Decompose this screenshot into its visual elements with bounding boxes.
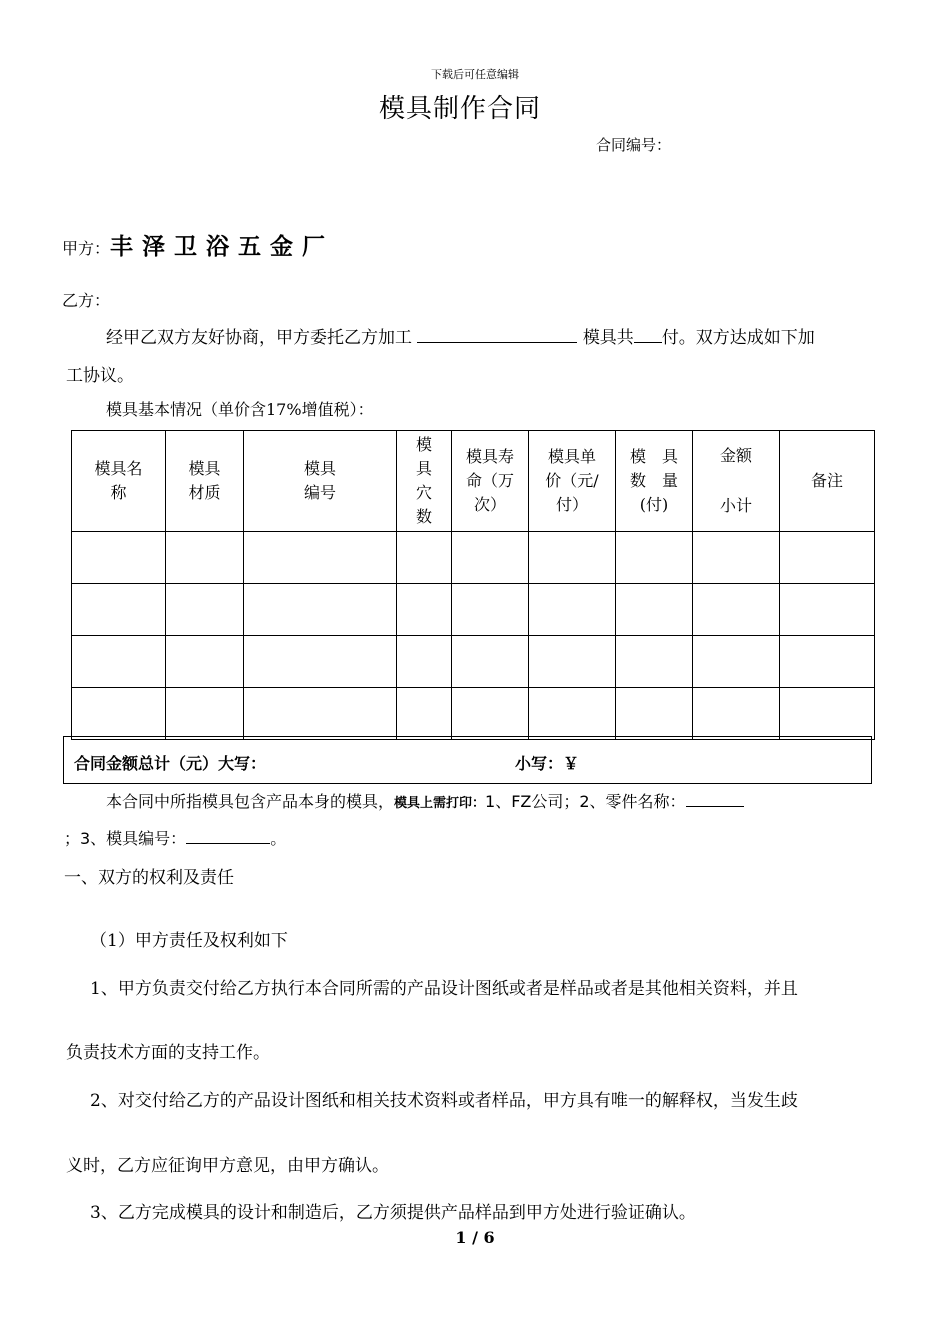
- table-header-row: [72, 431, 875, 532]
- subsection-1-heading: （1）甲方责任及权利如下: [90, 931, 288, 951]
- table-cell[interactable]: [452, 584, 529, 636]
- table-cell[interactable]: [780, 584, 875, 636]
- table-cell[interactable]: [244, 584, 397, 636]
- intro-line-2: 工协议。: [66, 366, 134, 386]
- marking-text-2: 1、FZ公司；2、零件名称：: [485, 792, 686, 811]
- table-cell[interactable]: [693, 584, 780, 636]
- contract-total-box: [63, 736, 872, 784]
- marking-line-2: [64, 826, 286, 849]
- table-cell[interactable]: [397, 688, 452, 740]
- table-cell[interactable]: [397, 532, 452, 584]
- table-cell[interactable]: [780, 636, 875, 688]
- table-cell[interactable]: [166, 584, 244, 636]
- mold-item-blank: [417, 326, 577, 343]
- table-cell[interactable]: [452, 636, 529, 688]
- clause-3: 3、乙方完成模具的设计和制造后，乙方须提供产品样品到甲方处进行验证确认。: [90, 1203, 696, 1223]
- clause-2-line-2: 义时，乙方应征询甲方意见，由甲方确认。: [66, 1156, 389, 1176]
- mold-table: [71, 430, 875, 740]
- page-number: 1 / 6: [455, 1228, 495, 1247]
- table-cell[interactable]: [166, 688, 244, 740]
- table-cell[interactable]: [166, 532, 244, 584]
- clause-1-line-1: 1、甲方负责交付给乙方执行本合同所需的产品设计图纸或者是样品或者是其他相关资料，并且: [90, 979, 798, 999]
- section-1-heading: 一、双方的权利及责任: [64, 868, 234, 888]
- col-header-unit-price: 模具单价（元/付）: [529, 431, 616, 532]
- party-a-name: 丰泽卫浴五金厂: [110, 233, 335, 260]
- table-cell[interactable]: [780, 532, 875, 584]
- table-row: [72, 532, 875, 584]
- col-header-subtotal: 金额 小计: [693, 431, 780, 532]
- table-cell[interactable]: [397, 584, 452, 636]
- marking-line-1: [106, 789, 744, 812]
- col-header-mold-name: 模具名称: [72, 431, 166, 532]
- table-cell[interactable]: [616, 584, 693, 636]
- col-header-remarks: 备注: [780, 431, 875, 532]
- table-cell[interactable]: [529, 532, 616, 584]
- table-cell[interactable]: [529, 584, 616, 636]
- table-cell[interactable]: [529, 688, 616, 740]
- table-cell[interactable]: [72, 688, 166, 740]
- table-cell[interactable]: [693, 532, 780, 584]
- total-upper-label: 合同金额总计（元）大写：: [74, 754, 267, 773]
- table-cell[interactable]: [452, 532, 529, 584]
- part-name-blank: [686, 790, 744, 807]
- table-cell[interactable]: [244, 532, 397, 584]
- clause-1-line-2: 负责技术方面的支持工作。: [66, 1043, 270, 1063]
- table-cell[interactable]: [452, 688, 529, 740]
- col-header-material: 模具材质: [166, 431, 244, 532]
- table-row: [72, 636, 875, 688]
- table-cell[interactable]: [244, 636, 397, 688]
- intro-line-1: [106, 323, 815, 348]
- table-cell[interactable]: [616, 532, 693, 584]
- clause-2-line-1: 2、对交付给乙方的产品设计图纸和相关技术资料或者样品，甲方具有唯一的解释权，当发生歧: [90, 1091, 798, 1111]
- table-cell[interactable]: [72, 636, 166, 688]
- marking-text-4: 。: [270, 829, 287, 848]
- table-row: [72, 688, 875, 740]
- page-title: 模具制作合同: [378, 94, 541, 124]
- marking-text-1: 本合同中所指模具包含产品本身的模具，: [106, 792, 395, 811]
- table-cell[interactable]: [72, 584, 166, 636]
- col-header-mold-number: 模具编号: [244, 431, 397, 532]
- party-b-label: 乙方：: [62, 291, 111, 310]
- party-a-line: [62, 228, 334, 261]
- table-cell[interactable]: [72, 532, 166, 584]
- table-cell[interactable]: [693, 636, 780, 688]
- table-cell[interactable]: [616, 636, 693, 688]
- total-lower-label: 小写：: [515, 754, 564, 773]
- table-cell[interactable]: [780, 688, 875, 740]
- contract-number-label: 合同编号：: [596, 136, 672, 154]
- table-cell[interactable]: [616, 688, 693, 740]
- currency-symbol: ￥: [563, 754, 580, 773]
- table-cell[interactable]: [693, 688, 780, 740]
- total-lower-line: [515, 751, 579, 774]
- table-cell[interactable]: [244, 688, 397, 740]
- party-a-label: 甲方：: [62, 239, 111, 258]
- intro-text-3: 付。双方达成如下加: [661, 328, 815, 348]
- table-cell[interactable]: [529, 636, 616, 688]
- intro-text-1: 经甲乙双方友好协商，甲方委托乙方加工: [106, 328, 412, 348]
- col-header-lifespan: 模具寿命（万次）: [452, 431, 529, 532]
- header-note: 下载后可任意编辑: [431, 68, 519, 81]
- col-header-cavities: 模具穴数: [397, 431, 452, 532]
- mold-count-blank: [634, 326, 662, 343]
- basics-heading: 模具基本情况（单价含17%增值税）：: [106, 400, 374, 419]
- mold-number-blank: [186, 827, 270, 844]
- col-header-quantity: 模 具数 量(付): [616, 431, 693, 532]
- marking-text-3: ；3、模具编号：: [64, 829, 187, 848]
- intro-text-2: 模具共: [582, 328, 634, 348]
- table-cell[interactable]: [166, 636, 244, 688]
- table-cell[interactable]: [397, 636, 452, 688]
- table-row: [72, 584, 875, 636]
- marking-emphasis: 模具上需打印：: [394, 796, 486, 811]
